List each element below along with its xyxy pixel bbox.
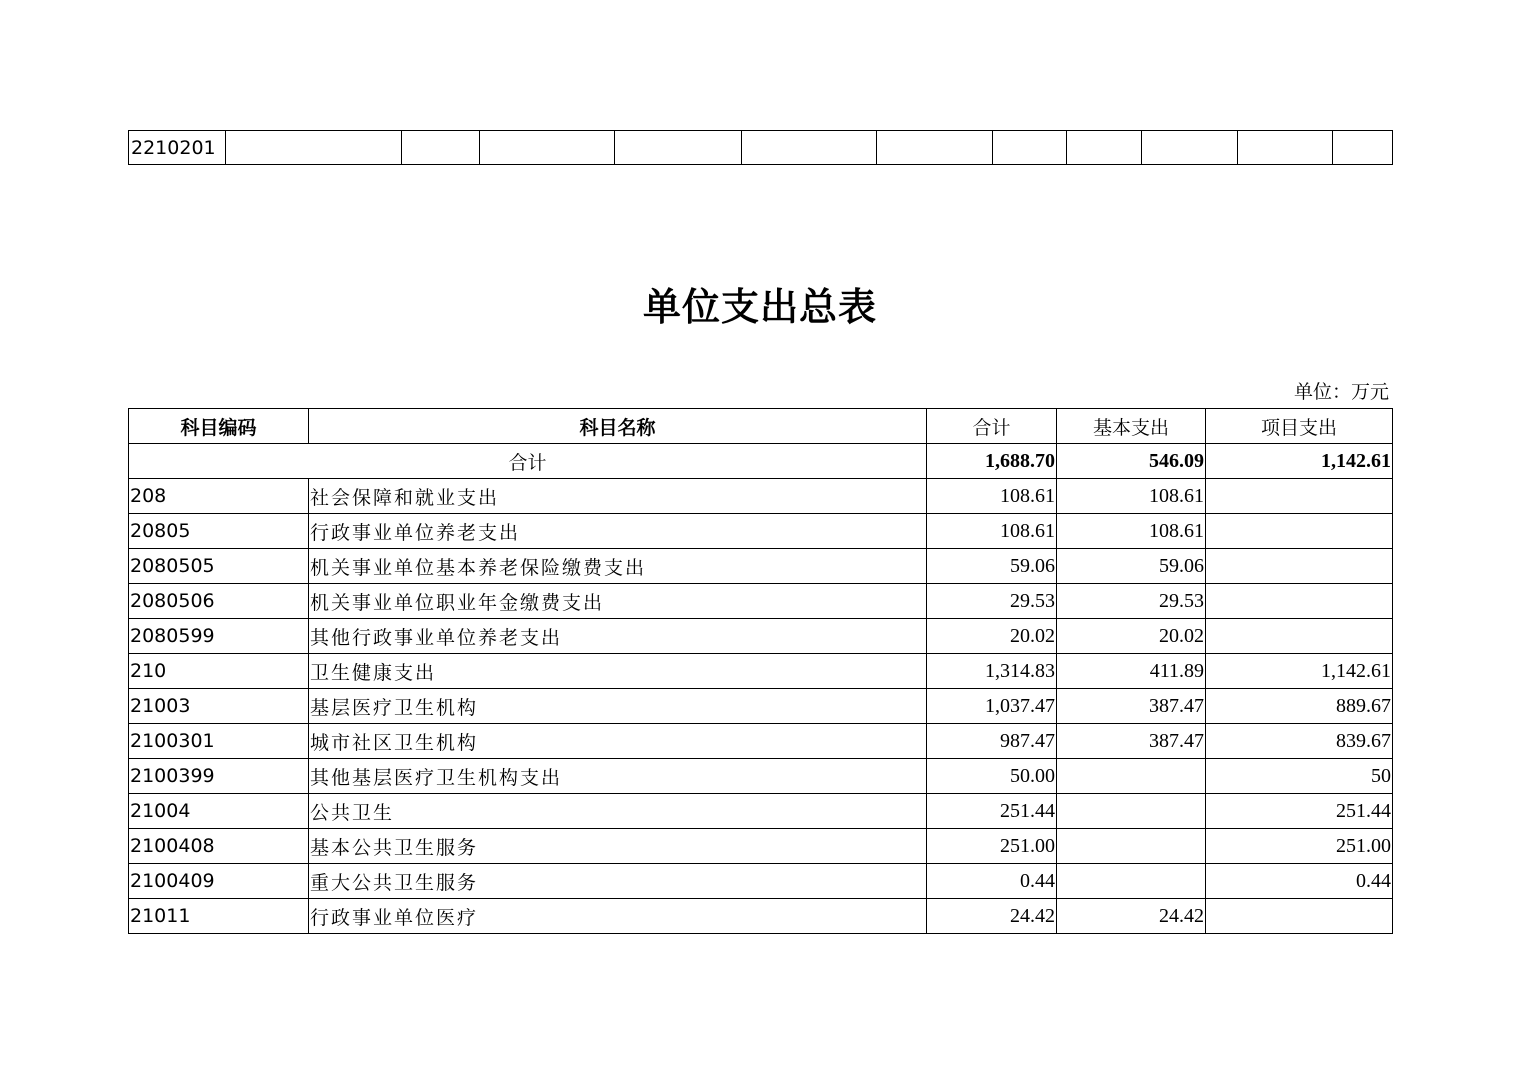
row-basic: 411.89 xyxy=(1057,654,1206,689)
row-name: 行政事业单位医疗 xyxy=(309,899,927,934)
row-project: 251.00 xyxy=(1206,829,1393,864)
row-basic xyxy=(1057,759,1206,794)
expenditure-table xyxy=(128,408,1393,934)
row-code: 2100399 xyxy=(129,759,309,794)
row-project xyxy=(1206,549,1393,584)
row-total: 24.42 xyxy=(927,899,1057,934)
table-row xyxy=(129,689,1393,724)
row-total: 29.53 xyxy=(927,584,1057,619)
table-row xyxy=(129,619,1393,654)
unit-label: 单位：万元 xyxy=(1293,381,1389,403)
row-total: 59.06 xyxy=(927,549,1057,584)
row-code: 2100408 xyxy=(129,829,309,864)
row-name: 其他行政事业单位养老支出 xyxy=(309,619,927,654)
carryover-code: 2210201 xyxy=(129,131,226,165)
table-row xyxy=(129,794,1393,829)
row-basic: 20.02 xyxy=(1057,619,1206,654)
row-basic xyxy=(1057,864,1206,899)
row-total: 0.44 xyxy=(927,864,1057,899)
row-total: 108.61 xyxy=(927,479,1057,514)
row-basic: 387.47 xyxy=(1057,724,1206,759)
row-code: 210 xyxy=(129,654,309,689)
row-total: 20.02 xyxy=(927,619,1057,654)
summary-total: 1,688.70 xyxy=(927,444,1057,479)
row-project: 889.67 xyxy=(1206,689,1393,724)
row-name: 卫生健康支出 xyxy=(309,654,927,689)
row-code: 2080505 xyxy=(129,549,309,584)
row-project: 0.44 xyxy=(1206,864,1393,899)
row-name: 机关事业单位基本养老保险缴费支出 xyxy=(309,549,927,584)
summary-project: 1,142.61 xyxy=(1206,444,1393,479)
table-row xyxy=(129,759,1393,794)
header-basic: 基本支出 xyxy=(1057,409,1206,444)
summary-row xyxy=(129,444,1393,479)
carryover-row xyxy=(129,131,1393,165)
summary-label: 合计 xyxy=(129,444,927,479)
header-name: 科目名称 xyxy=(309,409,927,444)
table-row xyxy=(129,584,1393,619)
row-total: 1,314.83 xyxy=(927,654,1057,689)
row-project: 1,142.61 xyxy=(1206,654,1393,689)
row-project: 50 xyxy=(1206,759,1393,794)
row-name: 机关事业单位职业年金缴费支出 xyxy=(309,584,927,619)
row-basic: 24.42 xyxy=(1057,899,1206,934)
page-title: 单位支出总表 xyxy=(642,284,877,329)
row-name: 城市社区卫生机构 xyxy=(309,724,927,759)
row-total: 50.00 xyxy=(927,759,1057,794)
header-project: 项目支出 xyxy=(1206,409,1393,444)
row-project: 251.44 xyxy=(1206,794,1393,829)
row-total: 1,037.47 xyxy=(927,689,1057,724)
row-basic: 108.61 xyxy=(1057,479,1206,514)
row-total: 108.61 xyxy=(927,514,1057,549)
row-code: 2080506 xyxy=(129,584,309,619)
row-total: 987.47 xyxy=(927,724,1057,759)
row-project xyxy=(1206,514,1393,549)
row-project xyxy=(1206,619,1393,654)
table-row xyxy=(129,479,1393,514)
row-basic: 29.53 xyxy=(1057,584,1206,619)
row-basic xyxy=(1057,794,1206,829)
carryover-table xyxy=(128,130,1393,165)
row-basic: 108.61 xyxy=(1057,514,1206,549)
row-code: 20805 xyxy=(129,514,309,549)
table-row xyxy=(129,899,1393,934)
row-code: 2100409 xyxy=(129,864,309,899)
summary-basic: 546.09 xyxy=(1057,444,1206,479)
table-row xyxy=(129,724,1393,759)
row-project: 839.67 xyxy=(1206,724,1393,759)
row-project xyxy=(1206,899,1393,934)
header-code: 科目编码 xyxy=(129,409,309,444)
row-project xyxy=(1206,479,1393,514)
row-code: 2100301 xyxy=(129,724,309,759)
row-code: 21011 xyxy=(129,899,309,934)
row-name: 社会保障和就业支出 xyxy=(309,479,927,514)
row-name: 其他基层医疗卫生机构支出 xyxy=(309,759,927,794)
row-name: 基层医疗卫生机构 xyxy=(309,689,927,724)
header-total: 合计 xyxy=(927,409,1057,444)
row-basic: 387.47 xyxy=(1057,689,1206,724)
row-basic xyxy=(1057,829,1206,864)
table-row xyxy=(129,514,1393,549)
table-row xyxy=(129,864,1393,899)
row-total: 251.00 xyxy=(927,829,1057,864)
row-project xyxy=(1206,584,1393,619)
table-row xyxy=(129,829,1393,864)
row-code: 21003 xyxy=(129,689,309,724)
header-row xyxy=(129,409,1393,444)
table-row xyxy=(129,654,1393,689)
row-name: 重大公共卫生服务 xyxy=(309,864,927,899)
row-code: 208 xyxy=(129,479,309,514)
row-code: 21004 xyxy=(129,794,309,829)
row-total: 251.44 xyxy=(927,794,1057,829)
row-code: 2080599 xyxy=(129,619,309,654)
row-name: 基本公共卫生服务 xyxy=(309,829,927,864)
table-row xyxy=(129,549,1393,584)
row-basic: 59.06 xyxy=(1057,549,1206,584)
row-name: 公共卫生 xyxy=(309,794,927,829)
row-name: 行政事业单位养老支出 xyxy=(309,514,927,549)
